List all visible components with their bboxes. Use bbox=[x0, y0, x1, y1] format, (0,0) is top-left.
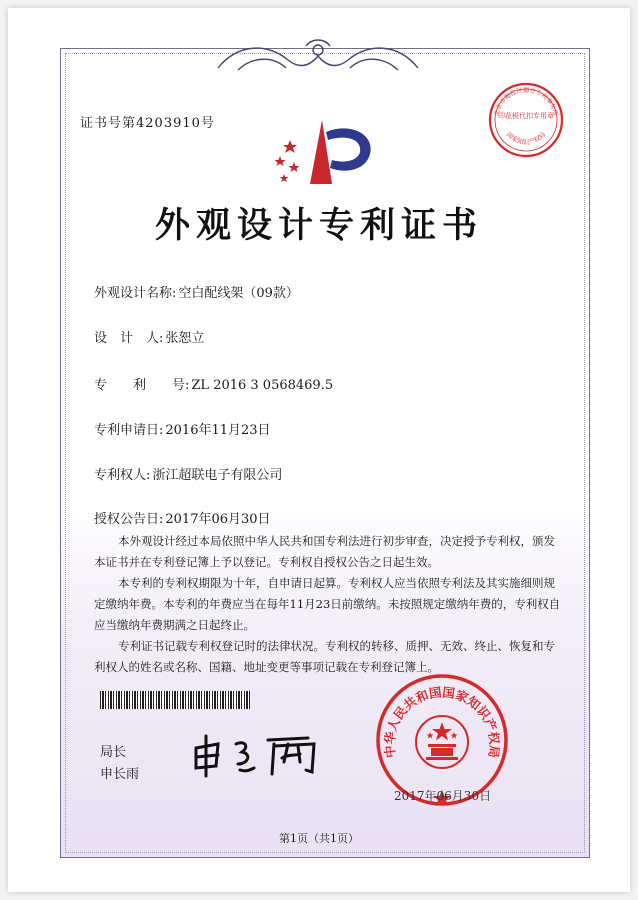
design-name-value: 空白配线架（09款） bbox=[178, 286, 299, 301]
patent-number-label: 专 利 号: bbox=[94, 378, 190, 393]
tax-stamp bbox=[486, 80, 566, 160]
designer-value: 张恕立 bbox=[165, 331, 205, 346]
national-emblem bbox=[416, 716, 468, 768]
tax-stamp-top-text: 北京市海淀区德方专利事务所 bbox=[493, 87, 559, 117]
certificate-number: 证书号第4203910号 bbox=[80, 116, 215, 131]
patentee-value: 浙江超联电子有限公司 bbox=[152, 468, 283, 483]
svg-text:国家知识产权局 bbox=[505, 130, 547, 146]
body-paragraph-3: 专利证书记载专利权登记时的法律状况。专利权的转移、质押、无效、终止、恢复和专利权人的姓名或名称、国籍、地址变更等事项记载在专利登记簿上。 bbox=[94, 639, 555, 674]
grant-date-value: 2017年06月30日 bbox=[165, 512, 271, 527]
design-name-row bbox=[94, 282, 299, 301]
seal-ring-text: 中华人民共和国国家知识产权局 bbox=[381, 684, 503, 759]
top-ornament bbox=[208, 38, 428, 82]
certificate-page bbox=[8, 8, 630, 892]
seal-date: 2017年06月30日 bbox=[394, 789, 492, 803]
director-name: 申长雨 bbox=[100, 767, 140, 782]
application-date-label: 专利申请日: bbox=[94, 423, 164, 438]
director-signature bbox=[188, 730, 338, 780]
certificate-title: 外观设计专利证书 bbox=[154, 205, 483, 246]
grant-date-label: 授权公告日: bbox=[94, 512, 164, 527]
body-paragraph-1: 本外观设计经过本局依照中华人民共和国专利法进行初步审查，决定授予专利权，颁发本证书并在专利登记簿上予以登记。专利权自授权公告之日起生效。 bbox=[94, 534, 555, 569]
certificate-body bbox=[94, 531, 564, 678]
patent-number-row bbox=[94, 374, 333, 393]
body-paragraph-2: 本专利的专利权期限为十年，自申请日起算。专利权人应当依照专利法及其实施细则规定缴纳年费。本专利的年费应当在每年11月23日前缴纳。未按照规定缴纳年费的，专利权自应当缴纳年费期满之日起终止。 bbox=[94, 576, 561, 632]
patent-number-value: ZL 2016 3 0568469.5 bbox=[191, 378, 334, 393]
designer-row bbox=[94, 327, 204, 346]
director-title: 局长 bbox=[100, 745, 127, 760]
tax-stamp-bottom-text: 国家知识产权局 bbox=[504, 130, 548, 146]
patentee-row bbox=[94, 464, 282, 483]
designer-label: 设 计 人: bbox=[94, 331, 164, 346]
design-name-label: 外观设计名称: bbox=[94, 286, 177, 301]
cnipa-logo bbox=[270, 112, 380, 187]
application-date-value: 2016年11月23日 bbox=[165, 423, 271, 438]
page-indicator: 第1页（共1页） bbox=[279, 832, 359, 845]
application-date-row bbox=[94, 419, 271, 438]
grant-date-row bbox=[94, 508, 271, 527]
tax-stamp-center-text: 印花税代扣专用章 bbox=[498, 112, 554, 120]
patentee-label: 专利权人: bbox=[94, 468, 151, 483]
barcode bbox=[100, 691, 250, 709]
